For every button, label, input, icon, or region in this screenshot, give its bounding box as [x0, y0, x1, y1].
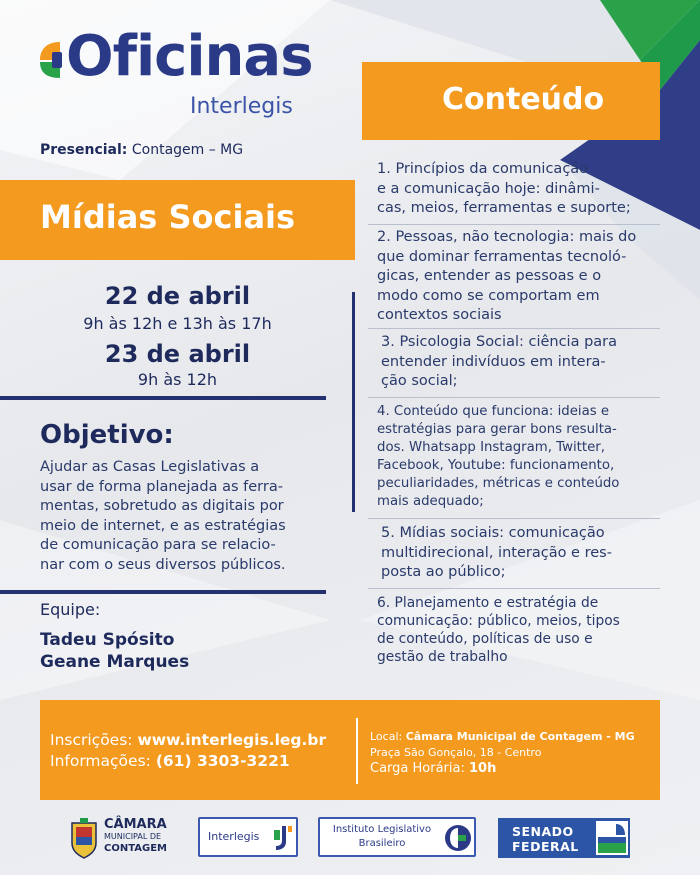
content-line: que dominar ferramentas tecnoló-: [377, 248, 627, 265]
content-line: e a comunicação hoje: dinâmi-: [377, 180, 600, 197]
instituto-line: Brasileiro: [358, 838, 406, 849]
camara-line: CÂMARA: [104, 817, 167, 832]
objective-line: Ajudar as Casas Legislativas a: [40, 459, 260, 475]
camara-crest-icon: [70, 817, 98, 859]
interlegis-logo: [198, 817, 298, 857]
team-member: Tadeu Spósito: [40, 630, 175, 650]
date-2-hours: 9h às 12h: [137, 370, 218, 389]
instituto-logo: [318, 817, 476, 857]
content-line: gestão de trabalho: [377, 649, 508, 665]
content-line: dos. Whatsapp Instagram, Twitter,: [377, 440, 605, 455]
objective-line: meio de internet, e as estratégias: [40, 517, 286, 534]
divider-objective: [0, 396, 326, 400]
content-line: estratégias para gerar bons resulta-: [377, 422, 617, 437]
local-line: [370, 730, 635, 743]
date-1-day: 22 de abril: [104, 282, 251, 310]
content-line: Facebook, Youtube: funcionamento,: [377, 458, 615, 473]
content-item-2: [377, 228, 652, 326]
content-line: comunicação: público, meios, tipos: [377, 613, 620, 629]
address-line: Praça São Gonçalo, 18 - Centro: [370, 746, 542, 759]
divider-team: [0, 590, 326, 594]
content-line: posta ao público;: [381, 564, 506, 580]
objective-title: Objetivo:: [40, 420, 174, 450]
team-member: Geane Marques: [40, 652, 190, 672]
content-separator: [368, 518, 660, 519]
info-phone: (61) 3303-3221: [155, 752, 290, 770]
info-footer: [40, 700, 660, 800]
team-label: Equipe:: [40, 600, 101, 619]
presencial-label: Presencial:: [40, 142, 128, 158]
content-vertical-rule: [352, 292, 355, 512]
objective-line: de comunicação para se relacio-: [40, 537, 276, 553]
content-line: de conteúdo, políticas de uso e: [377, 631, 593, 647]
senado-logo: [498, 818, 630, 858]
senado-line: FEDERAL: [512, 839, 579, 854]
content-line: 3. Psicologia Social: ciência para: [381, 334, 618, 350]
inscricoes-label: Inscrições:: [50, 731, 133, 749]
content-line: 5. Mídias sociais: comunicação: [381, 525, 605, 541]
instituto-mark-icon: [444, 823, 472, 853]
date-1-hours: 9h às 12h e 13h às 17h: [83, 314, 272, 333]
presencial-line: [40, 142, 243, 158]
content-item-3: [381, 333, 656, 392]
content-title-bar: [362, 62, 660, 140]
content-line: mais adequado;: [377, 494, 484, 509]
content-line: entender indivíduos em intera-: [381, 353, 606, 370]
senado-line: SENADO: [512, 824, 574, 839]
content-line: cas, meios, ferramentas e suporte;: [377, 200, 631, 216]
senado-mark-icon: [596, 821, 628, 855]
content-item-6: [377, 594, 652, 666]
content-line: gicas, entender as pessoas e o: [377, 268, 602, 284]
content-line: ção social;: [381, 373, 458, 389]
footer-divider: [356, 718, 358, 784]
content-separator: [368, 588, 660, 589]
interlegis-mark-icon: [270, 824, 294, 852]
camara-logo: [70, 817, 180, 861]
course-title: Mídias Sociais: [40, 198, 296, 236]
content-separator: [368, 328, 660, 329]
objective-line: mentas, sobretudo as digitais por: [40, 498, 284, 514]
instituto-text: [326, 823, 438, 851]
inscricoes-link[interactable]: www.interlegis.leg.br: [137, 731, 327, 749]
content-line: 1. Princípios da comunicação: [377, 161, 589, 177]
local-value: Câmara Municipal de Contagem - MG: [405, 730, 635, 743]
local-label: Local:: [370, 730, 403, 743]
course-title-bar: [0, 180, 355, 260]
brand-title: Oficinas: [66, 24, 313, 89]
info-label: Informações:: [50, 752, 151, 770]
oficinas-logo-icon: [38, 40, 64, 80]
camara-line: MUNICIPAL DE: [104, 832, 162, 841]
content-line: modo como se comportam em: [377, 287, 600, 304]
content-line: peculiaridades, métricas e conteúdo: [377, 476, 620, 491]
objective-line: usar de forma planejada as ferra-: [40, 478, 283, 495]
presencial-location: Contagem – MG: [131, 142, 244, 158]
instituto-line: Instituto Legislativo: [332, 824, 432, 835]
content-separator: [368, 224, 660, 225]
content-item-1: [377, 160, 652, 219]
brand-subtitle: Interlegis: [190, 94, 293, 119]
content-separator: [368, 397, 660, 398]
content-title: Conteúdo: [442, 82, 605, 117]
content-line: 2. Pessoas, não tecnologia: mais do: [377, 229, 637, 245]
content-line: multidirecional, interação e res-: [381, 544, 612, 561]
hours-value: 10h: [469, 761, 497, 776]
camara-line: CONTAGEM: [104, 843, 167, 854]
camara-text: [104, 819, 167, 855]
content-line: contextos sociais: [377, 307, 502, 323]
date-2-day: 23 de abril: [104, 340, 251, 368]
interlegis-logo-text: Interlegis: [208, 830, 260, 843]
hours-line: [370, 761, 496, 776]
objective-line: nar com o seus diversos públicos.: [40, 556, 286, 573]
inscricoes-line: [50, 731, 326, 749]
content-line: 6. Planejamento e estratégia de: [377, 595, 599, 611]
objective-text: [40, 458, 325, 575]
content-line: 4. Conteúdo que funciona: ideias e: [377, 404, 610, 419]
hours-label: Carga Horária:: [370, 761, 465, 776]
content-item-4: [377, 403, 652, 511]
info-line: [50, 752, 290, 770]
content-item-5: [381, 524, 656, 583]
